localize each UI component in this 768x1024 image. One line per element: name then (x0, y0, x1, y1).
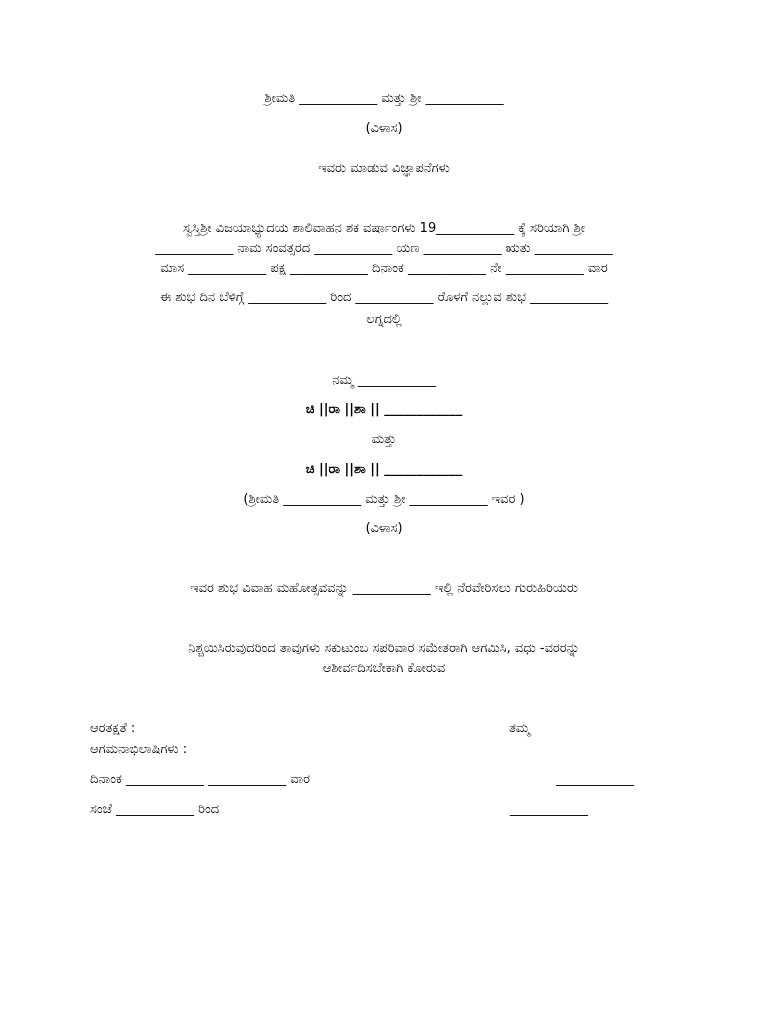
paragraph-line-4: ಈ ಶುಭ ದಿನ ಬೆಳಿಗ್ಗೆ ____________ ರಿಂದ ____________ ರೊಳಗೆ ನಲ್ಲುವ ಶುಭ ____________ (159, 290, 609, 305)
well-wishers-label: ಆಗಮನಾಭಿಲಾಷಿಗಳು : (90, 742, 188, 757)
invitation-line-1: ಇವರ ಶುಭ ವಿವಾಹ ಮಹೋತ್ಸವವನ್ನು ____________ ಇಲ್ಲಿ ನೆರವೇರಿಸಲು ಗುರುಹಿರಿಯರು (190, 581, 578, 596)
groom-line: ಚಿ ||ರಾ ||ಶಾ || ____________ (305, 402, 463, 417)
and-line: ಮತ್ತು (371, 432, 397, 447)
signature-blank-1: ____________ (556, 772, 634, 787)
bride-line: ಚಿ ||ರಾ ||ಶಾ || ____________ (305, 462, 463, 477)
address-label-2: (ವಿಳಾಸ) (365, 521, 403, 536)
our-line: ನಮ್ಮ ____________ (332, 373, 436, 388)
paragraph-line-1: ಸ್ವಸ್ತಿಶ್ರೀ ವಿಜಯಾಭ್ಯುದಯ ಶಾಲಿವಾಹನ ಶಕ ವರ್ಷಾಂಗಳು 19____________ ಕ್ಕೆ ಸರಿಯಾಗಿ ಶ್ರೀ (182, 221, 586, 236)
address-label: (ವಿಳಾಸ) (365, 121, 403, 136)
paragraph-line-5: ಲಗ್ನದಲ್ಲಿ (366, 312, 402, 327)
invitation-line-2: ನಿಶ್ಚಯಿಸಿರುವುದರಿಂದ ತಾವುಗಳು ಸಕುಟುಂಬ ಸಪರಿವಾರ ಸಮೇತರಾಗಿ ಆಗಮಿಸಿ, ವಧು -ವರರನ್ನು (188, 641, 580, 656)
date-line: ದಿನಾಂಕ ____________ ____________ ವಾರ (90, 772, 311, 787)
reception-label: ಆರತಕ್ಷತೆ : (90, 721, 136, 736)
evening-line: ಸಂಜೆ ____________ ರಿಂದ (90, 802, 220, 817)
bride-parents-line: (ಶ್ರೀಮತಿ ____________ ಮತ್ತು ಶ್ರೀ ____________ ಇವರ ) (243, 492, 525, 507)
signature-blank-2: ____________ (510, 802, 588, 817)
paragraph-line-3: ಮಾಸ ____________ ಪಕ್ಷ ____________ ದಿನಾಂಕ ____________ ನೇ ____________ ವಾರ (160, 261, 608, 276)
your-label: ತಮ್ಮ (509, 721, 531, 736)
subtitle: ಇವರು ಮಾಡುವ ವಿಜ್ಞಾಪನೆಗಳು (318, 161, 450, 176)
paragraph-line-2: ____________ ನಾಮ ಸಂವತ್ಸರದ ____________ ಯಣ ____________ ಋತು ____________ (155, 241, 613, 256)
invitation-line-3: ಆಶೀರ್ವದಿಸಬೇಕಾಗಿ ಕೋರುವ (322, 661, 446, 676)
parents-line: ಶ್ರೀಮತಿ ____________ ಮತ್ತು ಶ್ರೀ ____________ (264, 91, 504, 106)
